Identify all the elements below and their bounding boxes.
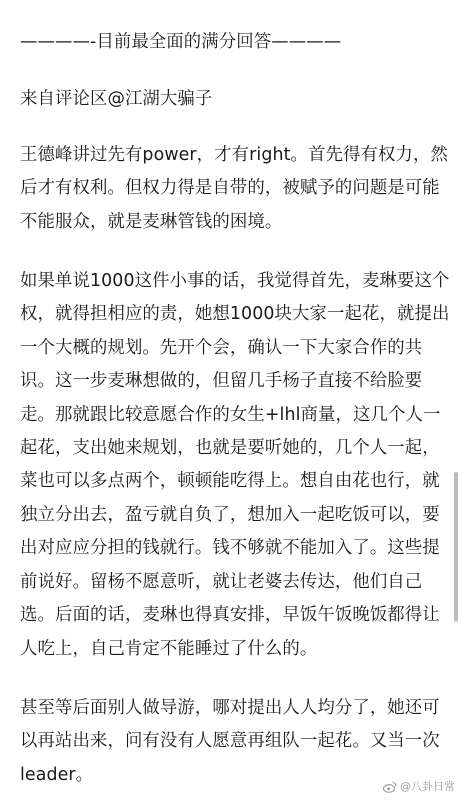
text-line: 出对应应分担的钱就行。钱不够就不能加入了。这些提	[20, 538, 440, 559]
text-line: 王德峰讲过先有power，才有right。首先得有权力，然	[20, 144, 448, 165]
text-line: 如果单说1000这件小事的话，我觉得首先，麦琳要这个	[20, 271, 450, 292]
text-line: 识。这一步麦琳想做的，但留几手杨子直接不给脸要	[20, 371, 423, 392]
weibo-icon	[383, 781, 397, 793]
watermark-text: @八卦日常	[400, 780, 455, 793]
text-line: 权，就得担相应的责，她想1000块大家一起花，就提出	[20, 304, 450, 325]
text-line: 独立分出去，盈亏就自负了，想加入一起吃饭可以，要	[20, 504, 440, 525]
text-line: 前说好。留杨不愿意听，就让老婆去传达，他们自己	[20, 571, 423, 592]
watermark	[383, 780, 455, 794]
text-line: 选。后面的话，麦琳也得真安排，早饭午饭晚饭都得让	[20, 605, 440, 626]
text-line: 走。那就跟比较意愿合作的女生+lhl商量，这几个人一	[20, 404, 441, 425]
post-heading: ————-目前最全面的满分回答————	[20, 32, 342, 52]
text-line: 一个大概的规划。先开个会，确认一下大家合作的共	[20, 337, 423, 358]
text-line: 起花，支出她来规划，也就是要听她的，几个人一起，	[20, 438, 440, 459]
text-line: 甚至等后面别人做导游，哪对提出人人均分了，她还可	[20, 697, 440, 718]
paragraph-2	[20, 265, 450, 666]
text-line: leader。	[20, 764, 94, 785]
text-line: 菜也可以多点两个，顿顿能吃得上。想自由花也行，就	[20, 471, 440, 492]
text-line: 以再站出来，问有没有人愿意再组队一起花。又当一次	[20, 731, 440, 752]
post-source: 来自评论区@江湖大骗子	[20, 89, 213, 110]
text-line: 人吃上，自己肯定不能睡过了什么的。	[20, 638, 318, 659]
paragraph-3	[20, 692, 447, 792]
text-line: 不能服众，就是麦琳管钱的困境。	[20, 211, 283, 232]
text-line: 后才有权利。但权力得是自带的，被赋予的问题是可能	[20, 178, 440, 199]
paragraph-1	[20, 139, 447, 239]
scrollbar-thumb[interactable]	[454, 472, 458, 622]
